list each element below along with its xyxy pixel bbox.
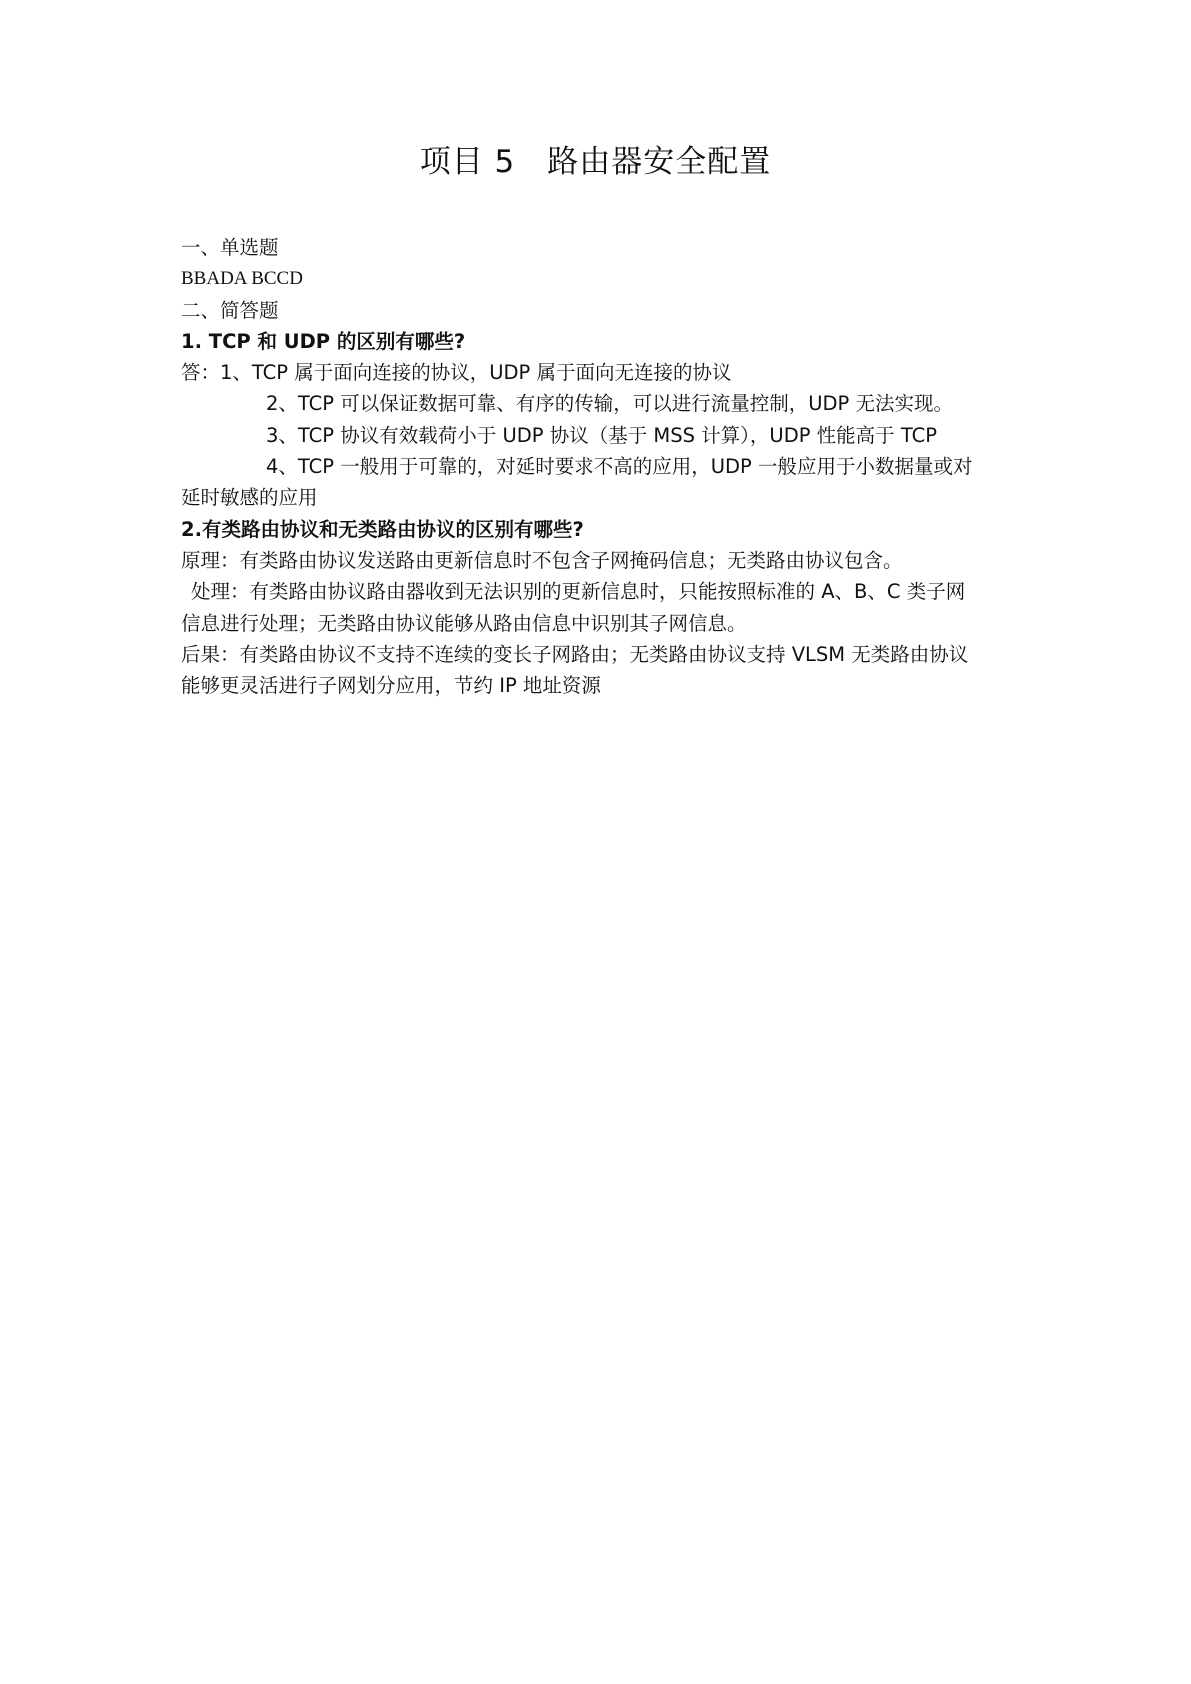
question-2-consequence-continued: 能够更灵活进行子网划分应用，节约 IP 地址资源 [181, 674, 601, 698]
section-heading-short-answer: 二、简答题 [181, 298, 279, 322]
question-1-answer-4-continued: 延时敏感的应用 [181, 486, 318, 510]
document-body [181, 232, 1021, 701]
question-2-consequence: 后果：有类路由协议不支持不连续的变长子网路由；无类路由协议支持 VLSM 无类路由协议 [181, 642, 969, 666]
question-1: 1. TCP 和 UDP 的区别有哪些? [181, 329, 466, 353]
section-heading-single-choice: 一、单选题 [181, 236, 279, 259]
question-2-processing: 处理：有类路由协议路由器收到无法识别的更新信息时，只能按照标准的 A、B、C 类子网 [191, 580, 966, 604]
question-1-answer-4: 4、TCP 一般用于可靠的，对延时要求不高的应用，UDP 一般应用于小数据量或对 [266, 455, 973, 479]
question-2: 2.有类路由协议和无类路由协议的区别有哪些? [181, 517, 584, 541]
question-1-answer-3: 3、TCP 协议有效载荷小于 UDP 协议（基于 MSS 计算），UDP 性能高于 TCP [266, 423, 938, 447]
question-1-answer-1: 答：1、TCP 属于面向连接的协议，UDP 属于面向无连接的协议 [181, 361, 732, 385]
single-choice-answers: BBADA BCCD [181, 268, 303, 290]
question-1-answer-2: 2、TCP 可以保证数据可靠、有序的传输，可以进行流量控制，UDP 无法实现。 [266, 392, 953, 416]
page-title: 项目 5 路由器安全配置 [419, 144, 772, 180]
question-2-processing-continued: 信息进行处理；无类路由协议能够从路由信息中识别其子网信息。 [181, 611, 747, 635]
question-2-principle: 原理：有类路由协议发送路由更新信息时不包含子网掩码信息；无类路由协议包含。 [181, 548, 903, 572]
